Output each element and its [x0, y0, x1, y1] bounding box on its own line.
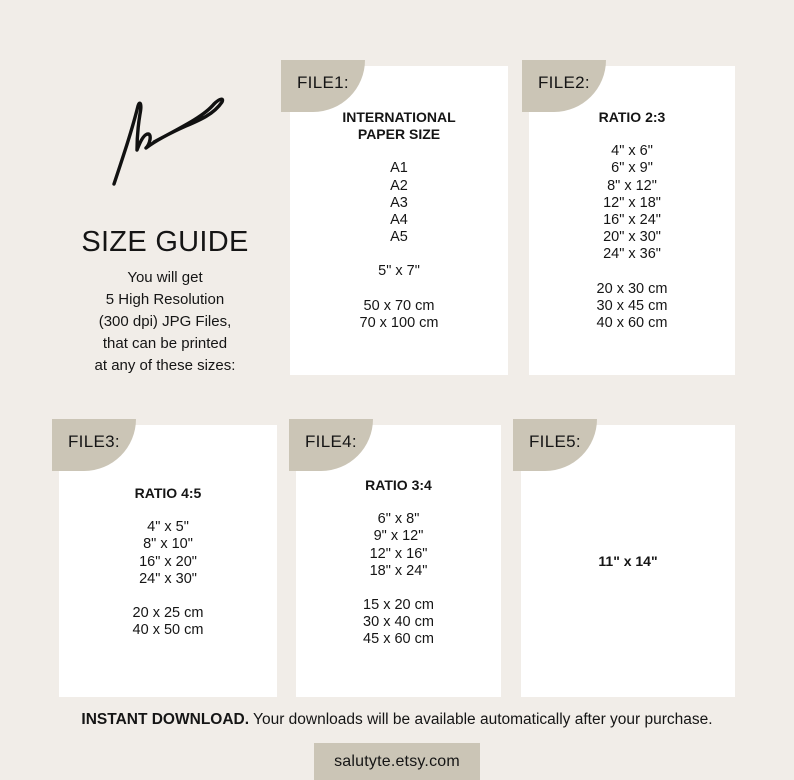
- instant-download-label: INSTANT DOWNLOAD.: [81, 711, 250, 728]
- size-item: 70 x 100 cm: [359, 314, 439, 331]
- size-guide-intro: [60, 226, 270, 377]
- size-item: A4: [390, 212, 408, 229]
- size-item: 5" x 7": [378, 263, 420, 280]
- intro-line: that can be printed: [102, 335, 228, 352]
- size-item: A2: [390, 177, 408, 194]
- card-heading: RATIO 4:5: [134, 485, 202, 501]
- file-card-content: [521, 553, 735, 570]
- file-card-content: [59, 485, 277, 639]
- size-item: 30 x 45 cm: [596, 297, 668, 314]
- file-tab-1: FILE1:: [281, 60, 365, 112]
- size-item: 40 x 60 cm: [596, 315, 668, 332]
- file-card-1: [290, 66, 508, 375]
- size-item: 12" x 18": [603, 194, 661, 211]
- size-item: 8" x 12": [607, 177, 657, 194]
- size-item: 24" x 36": [603, 246, 661, 263]
- size-item: A5: [390, 229, 408, 246]
- size-item: 4" x 6": [611, 143, 653, 160]
- size-item: 4" x 5": [147, 519, 189, 536]
- card-heading: PAPER SIZE: [357, 126, 441, 143]
- instant-download-note: [0, 711, 794, 729]
- file-card-2: [529, 66, 735, 375]
- intro-line: 5 High Resolution: [105, 291, 225, 308]
- signature-logo: [110, 92, 232, 192]
- size-item: 16" x 24": [603, 212, 661, 229]
- size-item: 20" x 30": [603, 229, 661, 246]
- intro-line: at any of these sizes:: [94, 357, 236, 374]
- size-item: 50 x 70 cm: [363, 297, 435, 314]
- size-item: 8" x 10": [143, 536, 193, 553]
- card-heading: RATIO 2:3: [598, 109, 666, 125]
- size-item: 12" x 16": [369, 545, 428, 562]
- file-tab-3: FILE3:: [52, 419, 136, 471]
- size-item: A1: [390, 160, 408, 177]
- size-item: 20 x 25 cm: [132, 605, 204, 622]
- card-heading: 11" x 14": [598, 553, 658, 569]
- size-item: 45 x 60 cm: [363, 631, 434, 648]
- size-item: 24" x 30": [139, 570, 197, 587]
- size-guide-title: SIZE GUIDE: [81, 226, 249, 258]
- file-card-content: [296, 477, 501, 649]
- file-tab-2: FILE2:: [522, 60, 606, 112]
- size-item: 15 x 20 cm: [363, 597, 434, 614]
- size-item: 9" x 12": [373, 528, 424, 545]
- card-heading: RATIO 3:4: [365, 477, 432, 493]
- size-item: 6" x 9": [611, 160, 653, 177]
- instant-download-text: Your downloads will be available automatically after your purchase.: [249, 711, 713, 728]
- file-tab-5: FILE5:: [513, 419, 597, 471]
- size-item: 16" x 20": [139, 553, 197, 570]
- intro-line: (300 dpi) JPG Files,: [98, 313, 232, 330]
- size-item: 6" x 8": [377, 511, 420, 528]
- intro-line: You will get: [127, 269, 203, 286]
- shop-url-badge: salutyte.etsy.com: [314, 743, 480, 780]
- file-tab-4: FILE4:: [289, 419, 373, 471]
- size-item: 40 x 50 cm: [132, 622, 204, 639]
- file-card-content: [290, 109, 508, 332]
- file-card-content: [529, 109, 735, 332]
- size-item: 30 x 40 cm: [363, 614, 434, 631]
- size-item: A3: [390, 194, 408, 211]
- card-heading: INTERNATIONAL: [342, 109, 456, 125]
- size-item: 18" x 24": [369, 562, 428, 579]
- size-item: 20 x 30 cm: [596, 280, 668, 297]
